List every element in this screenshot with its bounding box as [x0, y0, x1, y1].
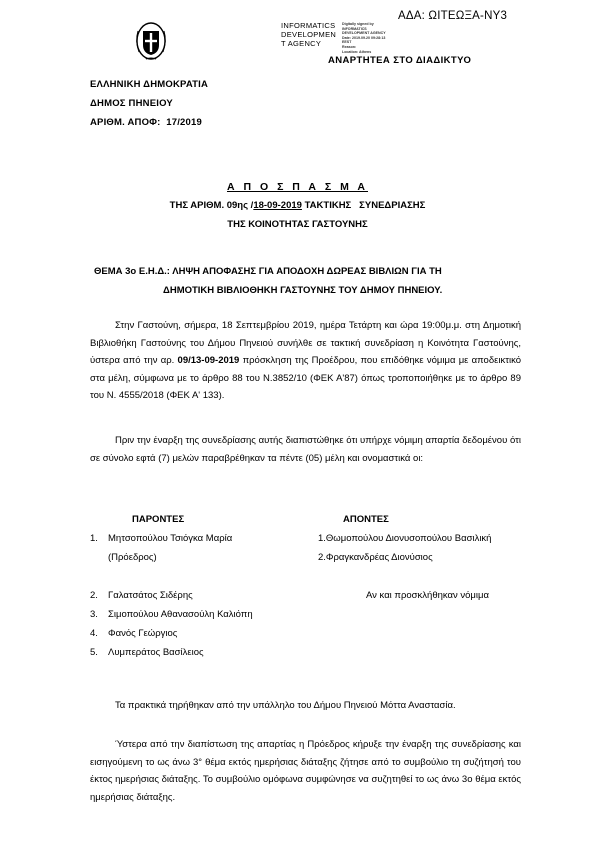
- posted-online-note: ΑΝΑΡΤΗΤΕΑ ΣΤΟ ΔΙΑΔΙΚΤΥΟ: [328, 55, 472, 66]
- list-item: 5. Λυμπεράτος Βασίλειος: [90, 647, 204, 658]
- informatics-agency-logo: INFORMATICS DEVELOPMEN T AGENCY: [281, 21, 337, 48]
- list-item: 3. Σιμοπούλου Αθανασούλη Καλιόπη: [90, 609, 253, 620]
- org-republic: ΕΛΛΗΝΙΚΗ ΔΗΜΟΚΡΑΤΙΑ: [90, 79, 209, 90]
- document-title: Α Π Ο Σ Π Α Σ Μ Α: [227, 181, 368, 193]
- present-list: [90, 529, 253, 662]
- present-header: ΠΑΡΟΝΤΕΣ: [132, 514, 185, 525]
- paragraph-session-intro: Στην Γαστούνη, σήμερα, 18 Σεπτεμβρίου 2019, ημέρα Τετάρτη και ώρα 19:00μ.μ. στη Δημοτική Βιβλιοθήκη Γαστούνης του Δήμου Πηνειού συνήλθε σε τακτική συνεδρίαση η Κοινότητα Γαστούνης, ύστερα από την αρ. 09/13-09-2019 πρόσκληση της Προέδρου, που επιδόθηκε νόμιμα με αποδεικτικό στα μέλη, σύμφωνα με το άρθρο 88 του Ν.3852/10 (ΦΕΚ Α'87) όπως τροποποιήθηκε με το άρθρο 89 του Ν. 4555/2018 (ΦΕΚ Α' 133).: [90, 320, 522, 401]
- list-item: 1.Θωμοπούλου Διονυσοπούλου Βασιλική: [318, 533, 492, 544]
- ada-code: ΑΔΑ: ΩΙΤΕΩΞΑ-ΝΥ3: [398, 10, 508, 22]
- list-item: 1. Μητσοπούλου Τσιόγκα Μαρία: [90, 533, 233, 544]
- paragraph-minutes: Τα πρακτικά τηρήθηκαν από την υπάλληλο του Δήμου Πηνειού Μόττα Αναστασία.: [115, 700, 456, 711]
- paragraph-quorum: Πριν την έναρξη της συνεδρίασης αυτής διαπιστώθηκε ότι υπήρχε νόμιμη απαρτία δεδομένου ότι σε σύνολο εφτά (7) μελών παραβρέθηκαν τα πέντε (05) μέλη και ονομαστικά οι:: [90, 435, 521, 464]
- greek-emblem-icon: [134, 21, 168, 61]
- absent-header: ΑΠΟΝΤΕΣ: [343, 514, 389, 525]
- decision-number: ΑΡΙΘΜ. ΑΠΟΦ: 17/2019: [90, 117, 202, 128]
- absent-list: [318, 529, 491, 567]
- community-line: ΤΗΣ ΚΟΙΝΟΤΗΤΑΣ ΓΑΣΤΟΥΝΗΣ: [227, 219, 368, 230]
- list-item: (Πρόεδρος): [108, 552, 157, 563]
- session-line: ΤΗΣ ΑΡΙΘΜ. 09ης /18-09-2019 ΤΑΚΤΙΚΗΣ ΣΥΝΕΔΡΙΑΣΗΣ: [169, 200, 426, 211]
- digital-signature-stamp: Digitally signed by INFORMATICS DEVELOPMENT AGENCY Date: 2019.09.20 09:28:13 EEST Reason: Location: Athens: [342, 22, 386, 54]
- list-item: 2. Γαλατσάτος Σιδέρης: [90, 590, 193, 601]
- absent-note: Αν και προσκλήθηκαν νόμιμα: [366, 590, 489, 601]
- topic: ΘΕΜΑ 3o Ε.Η.Δ.: ΛΗΨΗ ΑΠΟΦΑΣΗΣ ΓΙΑ ΑΠΟΔΟΧΗ ΔΩΡΕΑΣ ΒΙΒΛΙΩΝ ΓΙΑ ΤΗ ΔΗΜΟΤΙΚΗ ΒΙΒΛΙΟΘΗΚΗ ΓΑΣΤΟΥΝΗΣ ΤΟΥ ΔΗΜΟΥ ΠΗΝΕΙΟΥ.: [94, 266, 443, 296]
- paragraph-agenda: Ύστερα από την διαπίστωση της απαρτίας η Πρόεδρος κήρυξε την έναρξη της συνεδρίασης και εισηγούμενη το ως άνω 3° θέμα εκτός ημερήσιας διάταξης ζήτησε από το συμβούλιο τη συζήτησή του έκτος ημερήσιας διάταξης. Το συμβούλιο ομόφωνα συμφώνησε να συζητηθεί το ως άνω 3ο θέμα εκτός ημερήσιας διάταξης.: [90, 739, 521, 803]
- list-item: 4. Φανός Γεώργιος: [90, 628, 178, 639]
- org-municipality: ΔΗΜΟΣ ΠΗΝΕΙΟΥ: [90, 98, 173, 109]
- list-item: 2.Φραγκανδρέας Διονύσιος: [318, 552, 433, 563]
